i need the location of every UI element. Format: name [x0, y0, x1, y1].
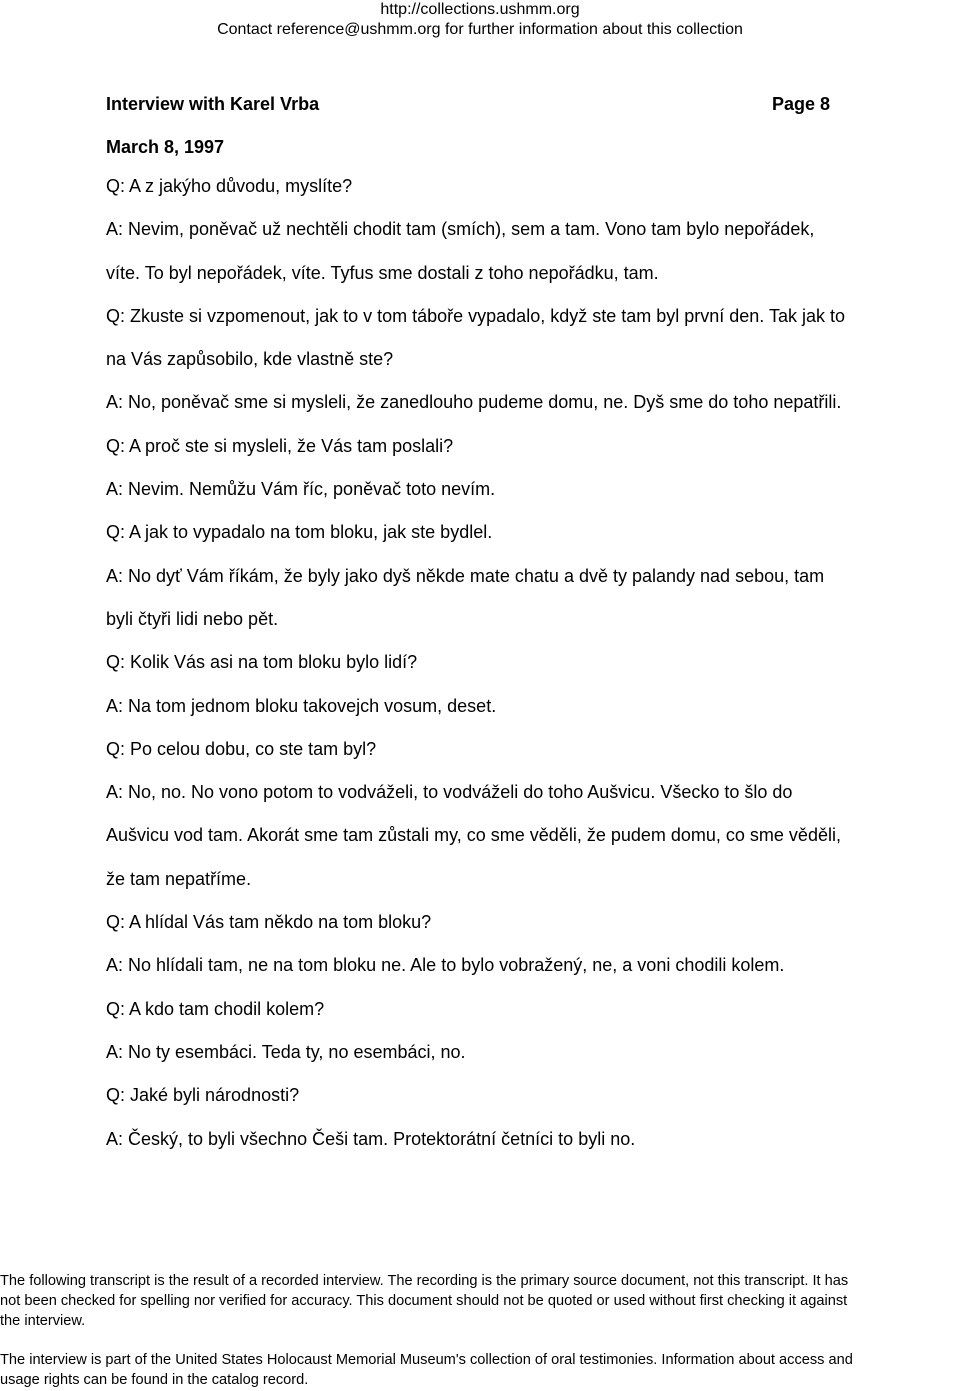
collection-notice-line: The interview is part of the United States Holocaust Memorial Museum's collection of oral testimonies. Information about access and — [0, 1352, 853, 1368]
page-number: Page 8 — [771, 94, 830, 114]
disclaimer-line: the interview. — [0, 1313, 86, 1329]
collection-notice — [0, 1350, 960, 1390]
transcript-line: byli čtyři lidi nebo pět. — [106, 608, 279, 629]
transcript-line: Aušvicu vod tam. Akorát sme tam zůstali my, co sme věděli, že pudem domu, co sme věděli, — [106, 825, 841, 846]
transcript-line: Q: Po celou dobu, co ste tam byl? — [106, 738, 377, 759]
transcript-line: A: Na tom jednom bloku takovejch vosum, deset. — [106, 695, 497, 716]
transcript-line: Q: A kdo tam chodil kolem? — [106, 998, 325, 1019]
transcript-line: že tam nepatříme. — [106, 868, 252, 889]
disclaimer-line: not been checked for spelling nor verified for accuracy. This document should not be quoted or used without first checking it against — [0, 1293, 848, 1309]
transcript-line: A: Nevim. Nemůžu Vám říc, poněvač toto nevím. — [106, 479, 496, 500]
transcript-line: na Vás zapůsobilo, kde vlastně ste? — [106, 349, 394, 370]
document-header — [106, 93, 830, 115]
contact-line: Contact reference@ushmm.org for further information about this collection — [217, 21, 743, 38]
transcript-line: Q: Kolik Vás asi na tom bloku bylo lidí? — [106, 652, 418, 673]
transcript-line: víte. To byl nepořádek, víte. Tyfus sme dostali z toho nepořádku, tam. — [106, 262, 659, 283]
collection-notice-line: usage rights can be found in the catalog record. — [0, 1372, 309, 1388]
transcript-line: A: No ty esembáci. Teda ty, no esembáci, no. — [106, 1041, 466, 1062]
collection-header — [0, 0, 960, 40]
collection-url[interactable]: http://collections.ushmm.org — [380, 1, 580, 18]
transcript-body — [106, 175, 896, 1171]
transcript-line: A: No, poněvač sme si mysleli, že zanedlouho pudeme domu, ne. Dyš sme do toho nepatřili. — [106, 392, 842, 413]
transcript-line: A: No, no. No vono potom to vodváželi, to vodváželi do toho Aušvicu. Všecko to šlo do — [106, 782, 793, 803]
interview-date: March 8, 1997 — [106, 137, 225, 157]
transcript-line: A: Český, to byli všechno Češi tam. Protektorátní četníci to byli no. — [106, 1128, 636, 1149]
transcript-line: A: No dyť Vám říkám, že byly jako dyš někde mate chatu a dvě ty palandy nad sebou, tam — [106, 565, 825, 586]
transcript-line: Q: Jaké byli národnosti? — [106, 1085, 300, 1106]
transcript-line: A: Nevim, poněvač už nechtěli chodit tam (smích), sem a tam. Vono tam bylo nepořádek, — [106, 219, 815, 240]
transcript-line: Q: Zkuste si vzpomenout, jak to v tom táboře vypadalo, když ste tam byl první den. Tak jak to — [106, 305, 846, 326]
transcript-line: A: No hlídali tam, ne na tom bloku ne. Ale to bylo vobražený, ne, a voni chodili kolem. — [106, 955, 785, 976]
transcript-disclaimer — [0, 1271, 960, 1331]
transcript-line: Q: A hlídal Vás tam někdo na tom bloku? — [106, 912, 432, 933]
transcript-line: Q: A jak to vypadalo na tom bloku, jak ste bydlel. — [106, 522, 493, 543]
disclaimer-line: The following transcript is the result of a recorded interview. The recording is the primary source document, not this transcript. It has — [0, 1273, 849, 1289]
transcript-line: Q: A z jakýho důvodu, myslíte? — [106, 176, 353, 196]
document-title: Interview with Karel Vrba — [106, 94, 320, 114]
transcript-line: Q: A proč ste si mysleli, že Vás tam poslali? — [106, 435, 454, 456]
